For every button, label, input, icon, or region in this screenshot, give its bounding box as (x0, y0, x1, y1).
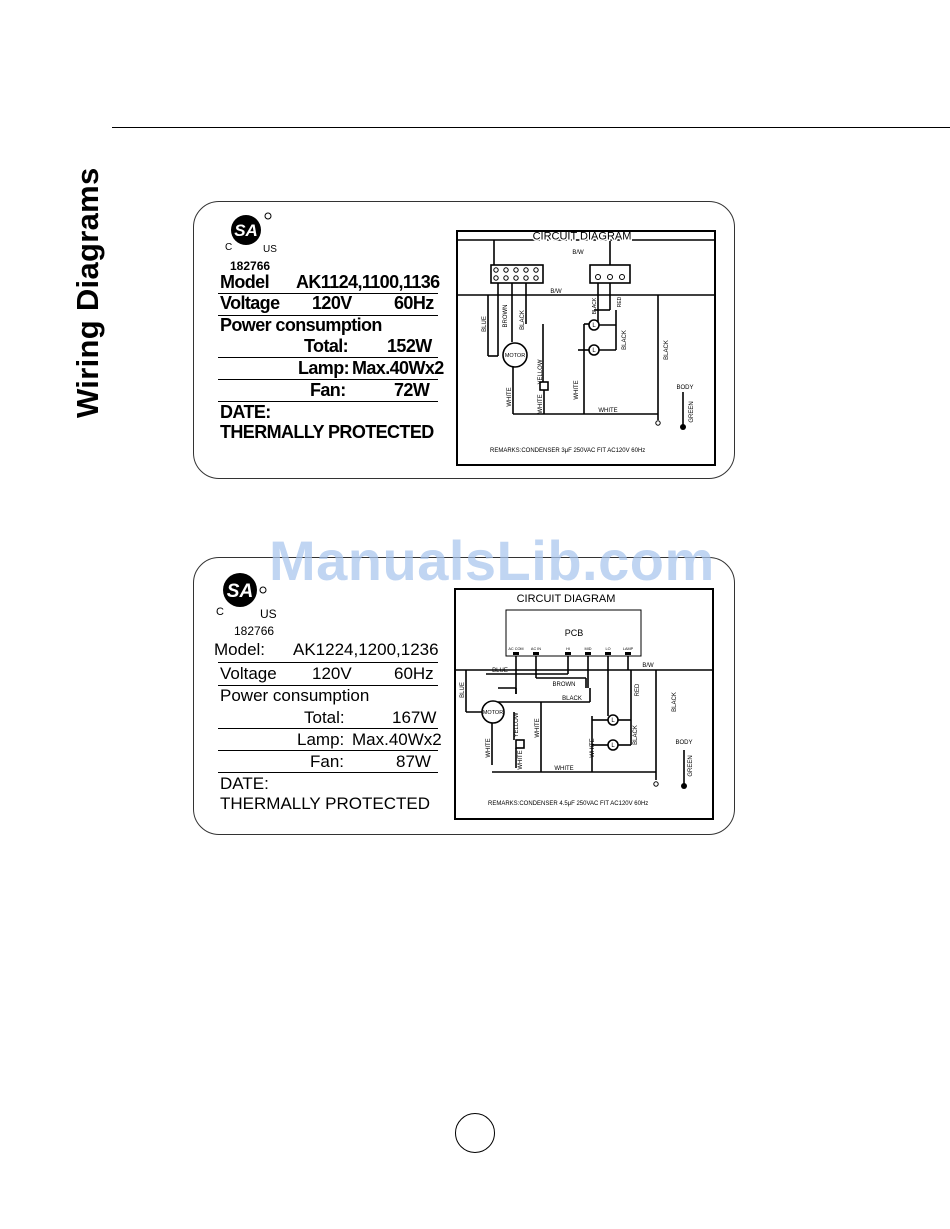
lamp-value: Max.40Wx2 (352, 730, 442, 749)
pcb-label: PCB (564, 628, 584, 638)
wire-white: WHITE (538, 394, 544, 414)
lamp-label: Lamp: (298, 358, 350, 378)
lamp-symbol: L (611, 718, 615, 724)
fan-label: Fan: (310, 752, 345, 771)
wire-white: WHITE (535, 718, 541, 738)
wire-white: WHITE (486, 738, 492, 758)
circuit-diagram-1 (456, 230, 716, 466)
wire-brown: BROWN (503, 304, 509, 328)
total-label: Total: (304, 708, 345, 727)
pin-lo: LO (605, 647, 611, 651)
wire-bw-mid: B/W (550, 289, 562, 295)
lamp-label: Lamp: (297, 730, 345, 749)
total-value: 152W (387, 336, 432, 356)
model-label: Model: (214, 640, 266, 659)
voltage-value: 120V (312, 664, 352, 683)
wire-bw: B/W (642, 663, 654, 669)
thermal-text: THERMALLY PROTECTED (220, 422, 434, 442)
body-label: BODY (675, 740, 693, 746)
wire-black: BLACK (562, 696, 582, 702)
lamp-symbol: L (611, 743, 615, 749)
csa-us: US (263, 244, 277, 255)
frequency: 60Hz (394, 664, 434, 683)
date-label: DATE: (220, 402, 271, 422)
lamp-value: Max.40Wx2 (352, 358, 444, 378)
wire-bw-top: B/W (572, 250, 584, 256)
divider (218, 662, 438, 663)
lamp-symbol: L (592, 323, 596, 329)
body-label: BODY (676, 385, 694, 391)
csa-us: US (260, 607, 277, 621)
date-label: DATE: (220, 774, 269, 793)
circuit-diagram-svg (458, 232, 714, 464)
fan-value: 72W (394, 380, 430, 400)
csa-number: 182766 (230, 259, 271, 273)
diagram-title: CIRCUIT DIAGRAM (532, 232, 632, 243)
divider (218, 772, 438, 773)
wire-black-switch: BLACK (592, 297, 598, 315)
wire-blue: BLUE (492, 668, 508, 674)
watermark: ManualsLib.com (269, 529, 715, 592)
wire-yellow: YELLOW (514, 712, 520, 738)
power-label: Power consumption (220, 315, 382, 335)
csa-c: C (216, 606, 224, 618)
section-title: Wiring Diagrams (70, 167, 105, 418)
wire-white: WHITE (590, 738, 596, 758)
wire-black-right: BLACK (672, 692, 678, 712)
total-value: 167W (392, 708, 437, 727)
csa-c: C (225, 242, 233, 253)
wire-white: WHITE (554, 766, 574, 772)
thermal-text: THERMALLY PROTECTED (220, 794, 431, 813)
rating-label-2 (193, 557, 735, 835)
svg-text:SA: SA (226, 581, 254, 602)
pin-lamp: LAMP (622, 647, 634, 651)
fan-value: 87W (396, 752, 431, 771)
wire-brown: BROWN (552, 682, 576, 688)
wire-blue: BLUE (482, 316, 488, 332)
lamp-symbol: L (592, 348, 596, 354)
page-number-circle (455, 1113, 495, 1153)
power-label: Power consumption (220, 686, 370, 705)
divider (218, 750, 438, 751)
divider (218, 728, 438, 729)
header-rule (112, 127, 950, 128)
wire-black-right: BLACK (664, 340, 670, 360)
model-value: AK1224,1200,1236 (293, 640, 439, 659)
wire-white: WHITE (507, 387, 513, 407)
wire-white: WHITE (598, 408, 618, 414)
frequency: 60Hz (394, 293, 434, 313)
wire-black: BLACK (520, 310, 526, 330)
circuit-diagram-2 (454, 588, 714, 820)
wire-red-switch: RED (617, 296, 623, 308)
wire-red: RED (635, 683, 641, 697)
fan-label: Fan: (310, 380, 346, 400)
remarks: REMARKS:CONDENSER 3μF 250VAC FIT AC120V 60Hz (490, 448, 646, 454)
svg-text:SA: SA (234, 221, 258, 240)
voltage-label: Voltage (220, 664, 277, 683)
motor-label: MOTOR (482, 710, 504, 716)
wire-black-lamp: BLACK (633, 725, 639, 745)
wire-black-lamp: BLACK (622, 330, 628, 350)
model-label: Model (220, 272, 269, 292)
pin-ac-com: AC COM (508, 647, 524, 651)
pin-mid: MID (584, 647, 592, 651)
wire-white: WHITE (518, 750, 524, 770)
voltage-value: 120V (312, 293, 352, 313)
model-value: AK1124,1100,1136 (296, 272, 440, 292)
total-label: Total: (304, 336, 349, 356)
wire-white: WHITE (574, 380, 580, 400)
csa-logo-icon (220, 568, 270, 612)
pin-ac-in: AC IN (530, 647, 542, 651)
motor-label: MOTOR (504, 353, 526, 359)
circuit-diagram-svg (456, 590, 712, 818)
voltage-label: Voltage (220, 293, 280, 313)
wire-yellow: YELLOW (538, 359, 544, 385)
csa-number: 182766 (234, 624, 275, 638)
pin-hi: HI (566, 647, 570, 651)
wire-green: GREEN (689, 401, 695, 423)
rating-label-1 (193, 201, 735, 479)
wire-green: GREEN (688, 755, 694, 777)
diagram-title: CIRCUIT DIAGRAM (516, 593, 616, 605)
remarks: REMARKS:CONDENSER 4.5μF 250VAC FIT AC120V 60Hz (488, 801, 649, 807)
wire-blue-side: BLUE (460, 682, 466, 698)
